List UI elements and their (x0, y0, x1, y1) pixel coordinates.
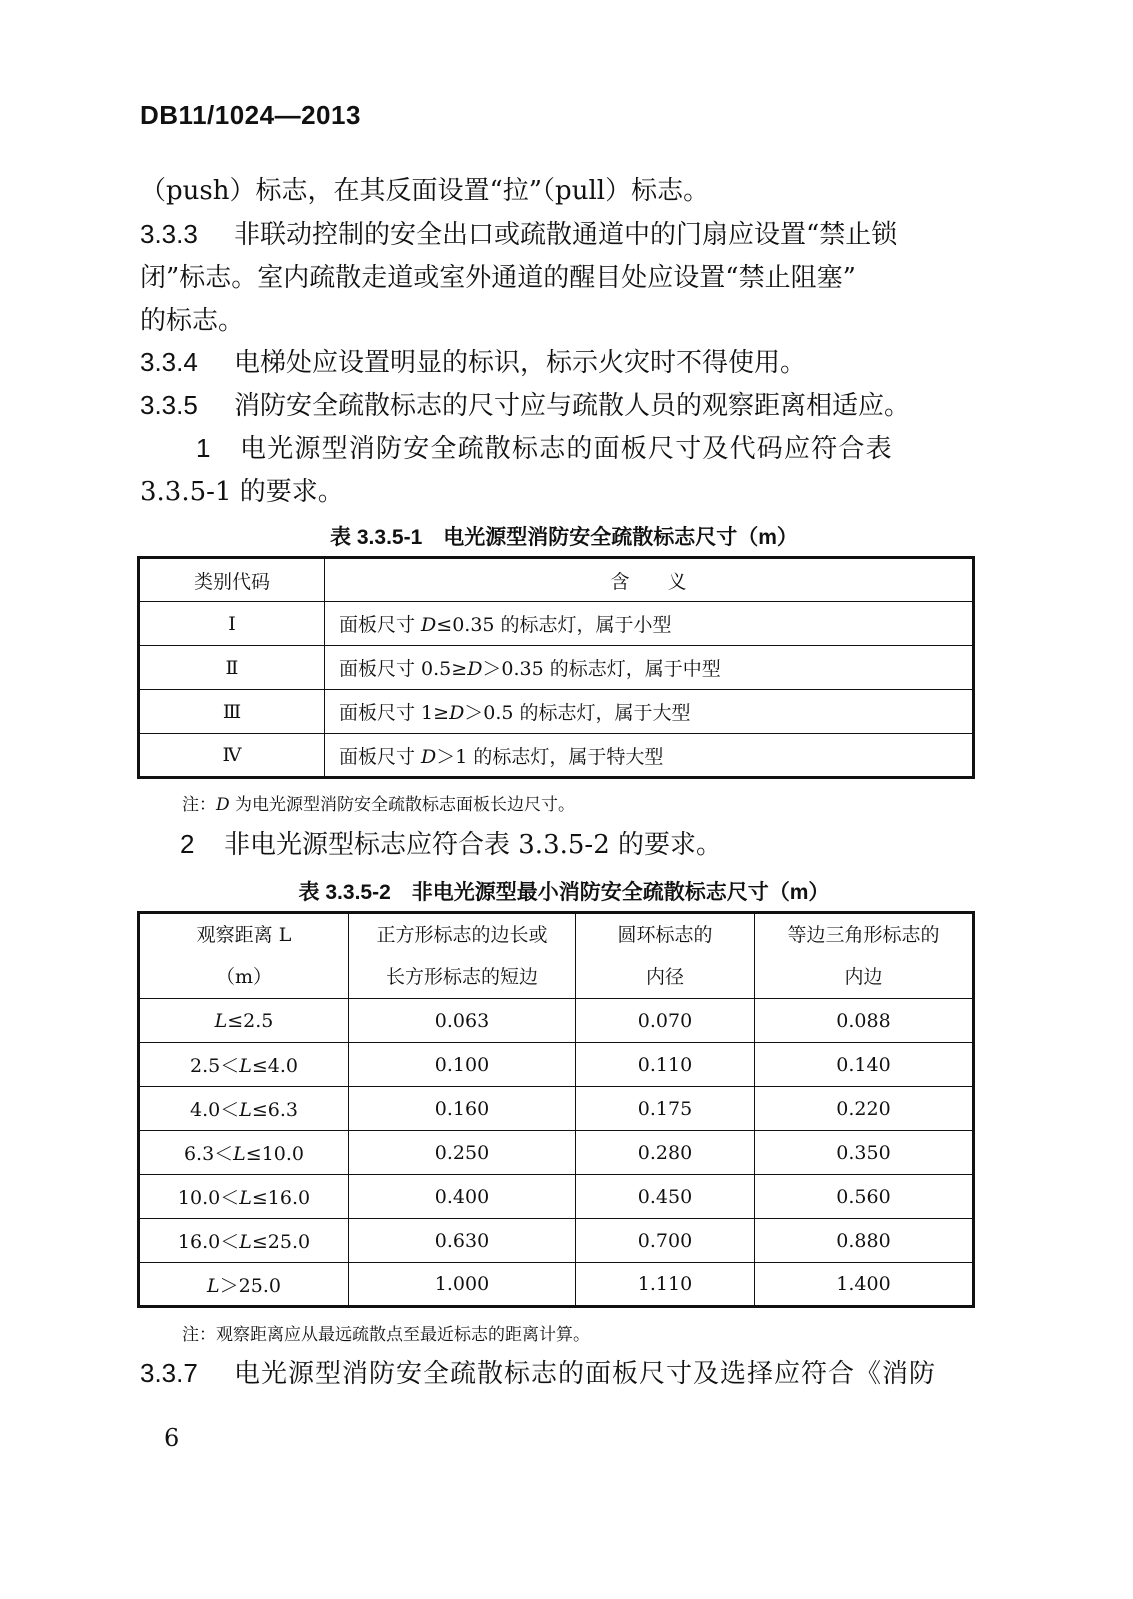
item-text-line2: 3.3.5-1 的要求。 (140, 477, 344, 507)
meaning-suffix: ＞0.35 的标志灯，属于中型 (482, 658, 721, 680)
header-line1: 圆环标志的 (617, 924, 713, 946)
ring-size-cell: 0.110 (576, 1043, 755, 1087)
distance-suffix: ≤4.0 (251, 1055, 298, 1077)
table-row (139, 646, 974, 690)
header-line2: 长方形标志的短边 (385, 966, 538, 988)
triangle-size-cell: 0.560 (755, 1175, 974, 1219)
distance-prefix: 10.0＜ (177, 1187, 240, 1209)
meaning-variable: D (449, 702, 465, 724)
distance-cell (139, 1263, 349, 1307)
triangle-size-cell: 1.400 (755, 1263, 974, 1307)
table-row (139, 690, 974, 734)
distance-variable: L (207, 1274, 220, 1297)
clause-number: 3.3.3 (140, 219, 198, 249)
triangle-size-cell: 0.350 (755, 1131, 974, 1175)
meaning-prefix: 面板尺寸 1≥ (339, 702, 450, 724)
clause-text-line2: 闭”标志。室内疏散走道或室外通道的醒目处应设置“禁止阻塞” (140, 263, 856, 293)
distance-variable: L (239, 1099, 252, 1121)
distance-suffix: ＞25.0 (219, 1274, 281, 1297)
meaning-cell (325, 646, 974, 690)
clause-text-line3: 的标志。 (140, 306, 245, 336)
clause-item-1 (140, 427, 988, 514)
paragraph-continuation: （push）标志，在其反面设置“拉”（pull）标志。 (140, 176, 710, 206)
header-meaning: 含 义 (325, 558, 974, 602)
meaning-variable: D (421, 614, 437, 636)
square-size-cell: 1.000 (349, 1263, 576, 1307)
page-number: 6 (164, 1424, 180, 1452)
distance-cell (139, 999, 349, 1043)
table-non-electric-sign-sizes (137, 911, 975, 1308)
meaning-prefix: 面板尺寸 0.5≥ (339, 658, 468, 680)
clause-text: 消防安全疏散标志的尺寸应与疏散人员的观察距离相适应。 (234, 391, 911, 421)
item-number: 2 (180, 829, 195, 859)
note-prefix: 注： (182, 795, 216, 815)
clause-text: 电梯处应设置明显的标识，标示火灾时不得使用。 (234, 348, 807, 378)
meaning-suffix: ≤0.35 的标志灯，属于小型 (436, 614, 672, 636)
category-code-cell: Ⅱ (139, 646, 325, 690)
distance-suffix: ≤25.0 (251, 1231, 311, 1253)
distance-variable: L (214, 1009, 228, 1032)
triangle-size-cell: 0.088 (755, 999, 974, 1043)
header-line2: 内径 (645, 966, 684, 988)
distance-cell (139, 1043, 349, 1087)
meaning-cell (325, 734, 974, 778)
distance-cell (139, 1175, 349, 1219)
distance-prefix: 6.3＜ (183, 1143, 234, 1165)
table-row (139, 1219, 974, 1263)
meaning-cell (325, 690, 974, 734)
clause-number: 3.3.5 (140, 390, 198, 420)
distance-cell (139, 1131, 349, 1175)
ring-size-cell: 1.110 (576, 1263, 755, 1307)
clause-3-3-5 (140, 384, 988, 428)
distance-cell (139, 1219, 349, 1263)
header-ring-diameter (576, 913, 755, 999)
table-row (139, 1043, 974, 1087)
clause-3-3-3 (140, 213, 988, 343)
table2-note: 注：观察距离应从最远疏散点至最近标志的距离计算。 (182, 1325, 590, 1345)
distance-variable: L (239, 1187, 252, 1209)
table-row (139, 602, 974, 646)
table1-note (182, 790, 575, 815)
category-code-cell: Ⅰ (139, 602, 325, 646)
header-category-code: 类别代码 (139, 558, 325, 602)
clause-text: 电光源型消防安全疏散标志的面板尺寸及选择应符合《消防 (234, 1359, 937, 1389)
header-line1: 等边三角形标志的 (787, 924, 940, 946)
distance-variable: L (239, 1231, 252, 1253)
table-header-row (139, 913, 974, 999)
clause-3-3-7 (140, 1352, 988, 1396)
item-text: 非电光源型标志应符合表 3.3.5-2 的要求。 (224, 830, 723, 860)
meaning-variable: D (467, 658, 483, 680)
header-observation-distance (139, 913, 349, 999)
clause-number: 3.3.4 (140, 347, 198, 377)
distance-suffix: ≤16.0 (251, 1187, 311, 1209)
meaning-suffix: ＞0.5 的标志灯，属于大型 (464, 702, 691, 724)
table-header-row (139, 558, 974, 602)
ring-size-cell: 0.450 (576, 1175, 755, 1219)
clause-text-line1: 非联动控制的安全出口或疏散通道中的门扇应设置“禁止锁 (234, 220, 898, 250)
table-row (139, 1175, 974, 1219)
header-line1: 观察距离 L (196, 924, 292, 946)
distance-prefix: 2.5＜ (190, 1055, 240, 1077)
header-line2: （m） (215, 966, 273, 988)
triangle-size-cell: 0.880 (755, 1219, 974, 1263)
table-row (139, 1263, 974, 1307)
clause-item-2 (140, 823, 988, 867)
ring-size-cell: 0.070 (576, 999, 755, 1043)
meaning-prefix: 面板尺寸 (339, 745, 422, 768)
item-text-line1: 电光源型消防安全疏散标志的面板尺寸及代码应符合表 (240, 434, 893, 464)
meaning-variable: D (421, 745, 437, 768)
ring-size-cell: 0.175 (576, 1087, 755, 1131)
item-number: 1 (196, 433, 211, 463)
square-size-cell: 0.400 (349, 1175, 576, 1219)
category-code-cell: Ⅳ (139, 734, 325, 778)
table-row (139, 1087, 974, 1131)
header-line1: 正方形标志的边长或 (376, 924, 548, 946)
triangle-size-cell: 0.220 (755, 1087, 974, 1131)
table-row (139, 734, 974, 778)
table-row (139, 1131, 974, 1175)
standard-code-header: DB11/1024—2013 (140, 100, 361, 130)
distance-suffix: ≤6.3 (251, 1099, 298, 1121)
note-text: 为电光源型消防安全疏散标志面板长边尺寸。 (229, 795, 576, 815)
meaning-prefix: 面板尺寸 (339, 614, 422, 636)
distance-prefix: 16.0＜ (177, 1231, 240, 1253)
distance-suffix: ≤2.5 (227, 1009, 274, 1032)
table1-caption: 表 3.3.5-1 电光源型消防安全疏散标志尺寸（m） (330, 526, 798, 549)
note-variable: D (216, 795, 230, 815)
meaning-cell (325, 602, 974, 646)
ring-size-cell: 0.280 (576, 1131, 755, 1175)
distance-prefix: 4.0＜ (190, 1099, 240, 1121)
distance-variable: L (239, 1055, 252, 1077)
header-triangle-side (755, 913, 974, 999)
square-size-cell: 0.100 (349, 1043, 576, 1087)
distance-variable: L (233, 1143, 246, 1165)
header-square-side (349, 913, 576, 999)
clause-3-3-4 (140, 341, 988, 385)
distance-cell (139, 1087, 349, 1131)
category-code-cell: Ⅲ (139, 690, 325, 734)
header-line2: 内边 (844, 966, 883, 988)
square-size-cell: 0.160 (349, 1087, 576, 1131)
clause-number: 3.3.7 (140, 1358, 198, 1388)
square-size-cell: 0.630 (349, 1219, 576, 1263)
square-size-cell: 0.063 (349, 999, 576, 1043)
table-row (139, 999, 974, 1043)
square-size-cell: 0.250 (349, 1131, 576, 1175)
distance-suffix: ≤10.0 (245, 1143, 305, 1165)
meaning-suffix: ＞1 的标志灯，属于特大型 (436, 745, 664, 768)
triangle-size-cell: 0.140 (755, 1043, 974, 1087)
table2-caption: 表 3.3.5-2 非电光源型最小消防安全疏散标志尺寸（m） (298, 881, 830, 904)
table-electric-sign-sizes (137, 556, 975, 779)
ring-size-cell: 0.700 (576, 1219, 755, 1263)
